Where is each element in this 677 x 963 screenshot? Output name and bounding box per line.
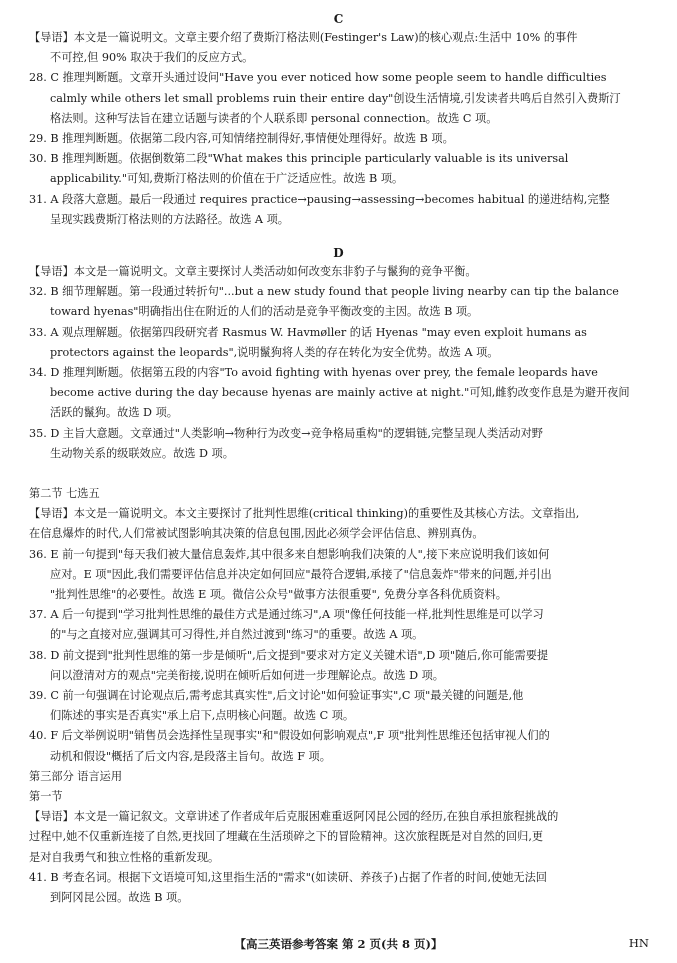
text-line: 38. D 前文提到"批判性思维的第一步是倾听",后文提到"要求对方定义关键术语",D 项"随后,你可能需要提: [29, 648, 549, 662]
text-line: 不可控,但 90% 取决于我们的反应方式。: [50, 51, 254, 65]
text-line: 在信息爆炸的时代,人们常被试图影响其决策的信息包围,因此必须学会评估信息、辨别真伪。: [29, 527, 484, 541]
text-line: applicability."可知,费斯汀格法则的价值在于广泛适应性。故选 B 项。: [50, 172, 404, 186]
part-heading: 第一节: [29, 790, 63, 804]
part-heading: 第二节 七选五: [29, 487, 100, 500]
text-line: 过程中,她不仅重新连接了自然,更找回了埋藏在生活琐碎之下的冒险精神。这次旅程既是对自然的回归,更: [29, 830, 544, 844]
section-letter: C: [333, 12, 344, 26]
text-line: become active during the day because hyenas are mainly active at night."可知,雌豹改变作息是为避开夜间: [50, 386, 630, 400]
text-line: 40. F 后文举例说明"销售员会选择性呈现事实"和"假设如何影响观点",F 项"批判性思维还包括审视人们的: [29, 729, 550, 743]
text-line: 【导语】本文是一篇说明文。文章主要探讨人类活动如何改变东非豹子与鬣狗的竞争平衡。: [29, 265, 477, 278]
text-line: 生动物关系的级联效应。故选 D 项。: [50, 446, 234, 460]
text-line: 37. A 后一句提到"学习批判性思维的最佳方式是通过练习",A 项"像任何技能一样,批判性思维是可以学习: [29, 608, 544, 622]
text-line: protectors against the leopards",说明鬣狗将人类的存在转化为安全优势。故选 A 项。: [50, 345, 499, 359]
text-line: 34. D 推理判断题。依据第五段的内容"To avoid fighting with hyenas over prey, the female leopards have: [29, 366, 598, 380]
text-line: 动机和假设"概括了后文内容,是段落主旨句。故选 F 项。: [50, 749, 331, 763]
text-line: 30. B 推理判断题。依据倒数第二段"What makes this principle particularly valuable is its universal: [29, 152, 569, 166]
section-c: [0, 10, 677, 230]
text-line: 格法则。这种写法旨在建立话题与读者的个人联系即 personal connection。故选 C 项。: [50, 111, 498, 125]
text-line: 是对自我勇气和独立性格的重新发现。: [29, 850, 220, 864]
text-line: "批判性思维"的必要性。故选 E 项。微信公众号"做事方法很重要", 免费分享各科优质资料。: [50, 588, 507, 602]
text-line: toward hyenas"明确指出住在附近的人们的活动是竞争平衡改变的主因。故选 B 项。: [50, 305, 479, 319]
text-line: 到阿冈昆公园。故选 B 项。: [50, 891, 189, 905]
text-line: 33. A 观点理解题。依据第四段研究者 Rasmus W. Havmøller 的话 Hyenas "may even exploit humans as: [29, 325, 587, 339]
footer-region-code: HN: [628, 936, 649, 950]
text-line: 39. C 前一句强调在讨论观点后,需考虑其真实性",后文讨论"如何验证事实",C 项"最关键的问题是,他: [29, 689, 524, 703]
text-line: 呈现实践费斯汀格法则的方法路径。故选 A 项。: [50, 212, 289, 226]
text-line: 31. A 段落大意题。最后一段通过 requires practice→pausing→assessing→becomes habitual 的递进结构,完整: [29, 192, 610, 206]
text-line: 的"与之直接对应,强调其可习得性,并自然过渡到"练习"的重要。故选 A 项。: [50, 628, 424, 642]
text-line: 32. B 细节理解题。第一段通过转折句"...but a new study found that people living nearby can tip the balance: [29, 285, 619, 299]
text-line: 41. B 考查名词。根据下文语境可知,这里指生活的"需求"(如读研、养孩子)占据了作者的时间,使她无法回: [29, 870, 547, 884]
text-line: 【导语】本文是一篇说明文。本文主要探讨了批判性思维(critical thinking)的重要性及其核心方法。文章指出,: [29, 507, 580, 521]
text-line: 【导语】本文是一篇记叙文。文章讲述了作者成年后克服困难重返阿冈昆公园的经历,在独自承担旅程挑战的: [29, 810, 559, 824]
section-d: [0, 244, 677, 464]
text-line: 35. D 主旨大意题。文章通过"人类影响→物种行为改变→竞争格局重构"的逻辑链,完整呈现人类活动对野: [29, 426, 543, 440]
page-footer: 【高三英语参考答案 第 2 页(共 8 页)】: [234, 937, 443, 951]
text-line: 应对。E 项"因此,我们需要评估信息并决定如何回应"最符合逻辑,承接了"信息轰炸"带来的问题,并引出: [50, 567, 552, 581]
text-line: 28. C 推理判断题。文章开头通过设问"Have you ever noticed how some people seem to handle difficulties: [29, 71, 607, 85]
text-line: 36. E 前一句提到"每天我们被大量信息轰炸,其中很多来自想影响我们决策的人",接下来应说明我们该如何: [29, 547, 550, 561]
text-line: calmly while others let small problems ruin their entire day"创设生活情境,引发读者共鸣后自然引入费斯汀: [50, 91, 621, 105]
section-seven-choose-five: [0, 484, 677, 908]
text-line: 29. B 推理判断题。依据第二段内容,可知情绪控制得好,事情便处理得好。故选 B 项。: [29, 132, 454, 146]
section-letter: D: [333, 246, 344, 260]
text-line: 问以澄清对方的观点"完美衔接,说明在倾听后如何进一步理解论点。故选 D 项。: [50, 668, 444, 682]
text-line: 【导语】本文是一篇说明文。文章主要介绍了费斯汀格法则(Festinger's Law)的核心观点:生活中 10% 的事件: [29, 31, 578, 44]
text-line: 们陈述的事实是否真实"承上启下,点明核心问题。故选 C 项。: [50, 709, 355, 723]
part-heading: 第三部分 语言运用: [29, 769, 123, 783]
text-line: 活跃的鬣狗。故选 D 项。: [50, 406, 178, 420]
